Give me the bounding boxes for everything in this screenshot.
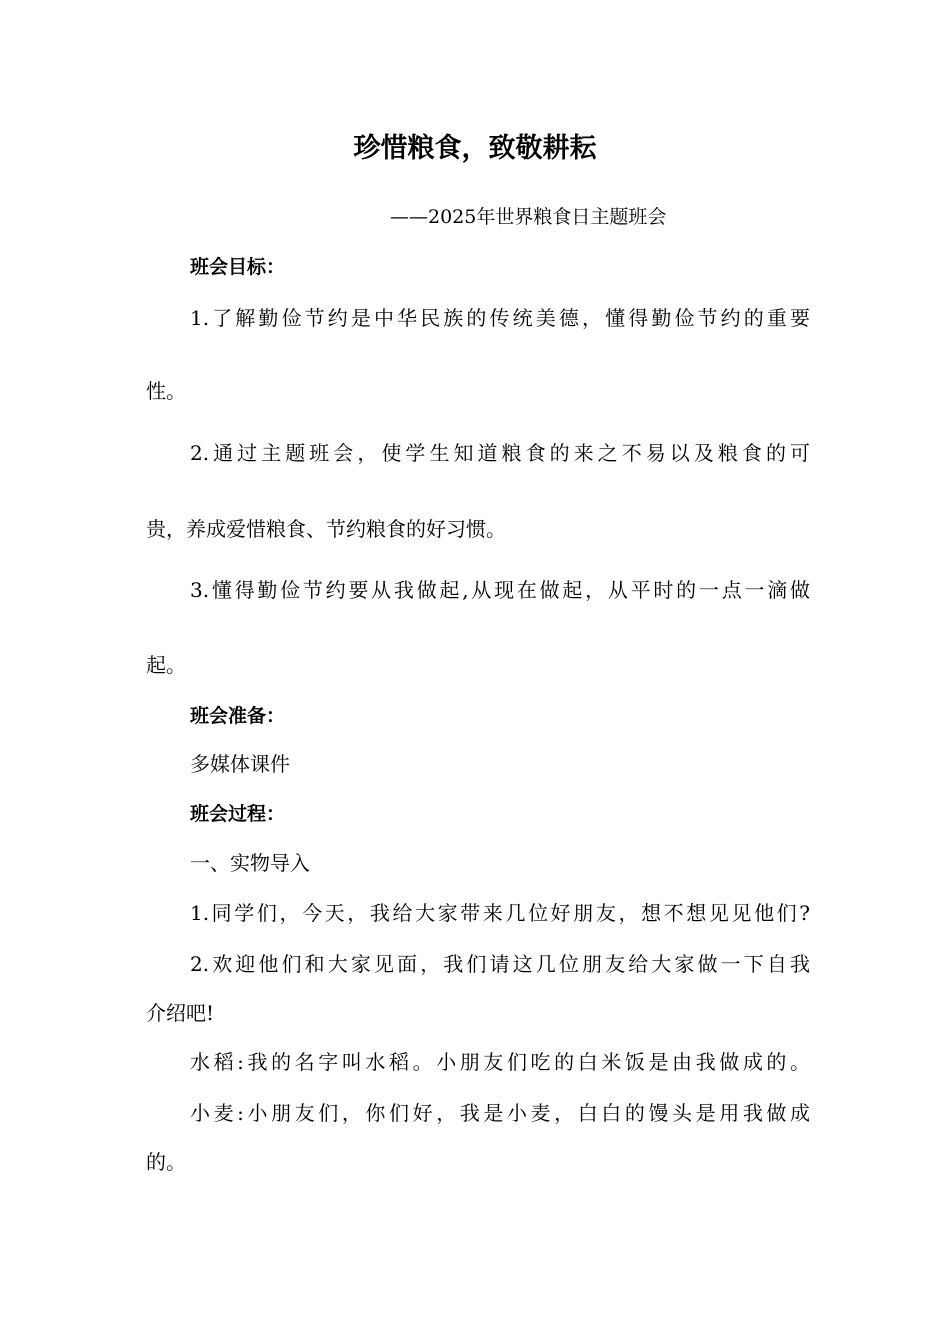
document-title: 珍惜粮食，致敬耕耘 [353,133,597,164]
prep-text: 多媒体课件 [190,752,290,776]
document-subtitle: ——2025年世界粮食日主题班会 [390,206,667,228]
step-2-line-2: 介绍吧! [146,1001,215,1025]
goals-heading: 班会目标： [190,256,286,278]
step-1: 1.同学们，今天，我给大家带来几位好朋友，想不想见见他们? [190,901,810,925]
wheat-intro-line-1: 小麦:小朋友们，你们好，我是小麦，白白的馒头是用我做成 [190,1101,810,1125]
wheat-intro-line-2: 的。 [146,1150,186,1174]
process-heading: 班会过程： [190,803,286,825]
rice-intro: 水稻:我的名字叫水稻。小朋友们吃的白米饭是由我做成的。 [190,1050,810,1074]
goal-2-line-1: 2.通过主题班会，使学生知道粮食的来之不易以及粮食的可 [190,441,810,465]
part-1-title: 一、实物导入 [190,851,310,875]
prep-heading: 班会准备： [190,705,286,727]
goal-1-line-2: 性。 [146,379,186,403]
step-2-line-1: 2.欢迎他们和大家见面，我们请这几位朋友给大家做一下自我 [190,952,810,976]
goal-3-line-1: 3.懂得勤俭节约要从我做起,从现在做起，从平时的一点一滴做 [190,578,810,602]
goal-3-line-2: 起。 [146,653,186,677]
goal-2-line-2: 贵，养成爱惜粮食、节约粮食的好习惯。 [146,517,506,541]
goal-1-line-1: 1.了解勤俭节约是中华民族的传统美德，懂得勤俭节约的重要 [190,306,810,330]
